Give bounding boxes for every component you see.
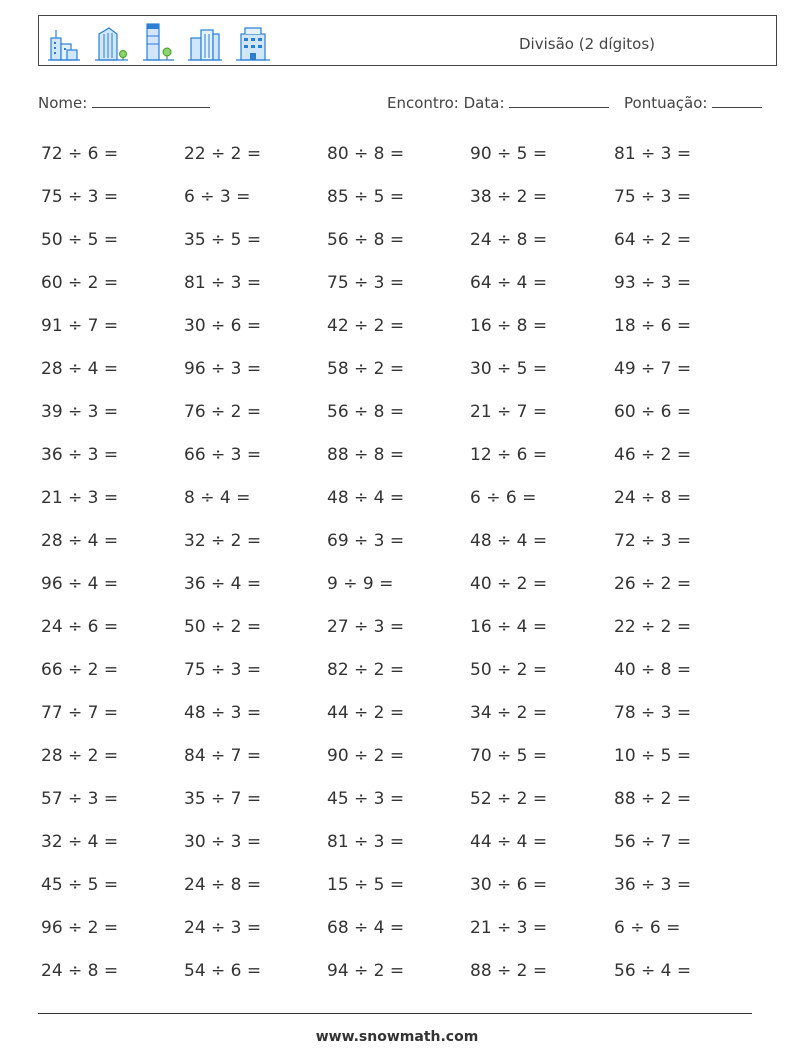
name-label: Nome: [38, 94, 88, 112]
skyscraper-tree-icon [141, 20, 175, 64]
problem-item: 88 ÷ 2 = [470, 961, 548, 981]
problem-item: 36 ÷ 3 = [614, 875, 692, 895]
problem-item: 40 ÷ 2 = [470, 574, 548, 594]
problem-item: 32 ÷ 2 = [184, 531, 262, 551]
date-field [387, 93, 609, 112]
problem-item: 24 ÷ 8 = [614, 488, 692, 508]
problem-item: 60 ÷ 6 = [614, 402, 692, 422]
problem-item: 66 ÷ 2 = [41, 660, 119, 680]
worksheet-title: Divisão (2 dígitos) [519, 35, 655, 53]
footer-site: www.snowmath.com [315, 1029, 479, 1045]
problem-item: 91 ÷ 7 = [41, 316, 119, 336]
problem-item: 80 ÷ 8 = [327, 144, 405, 164]
problem-item: 84 ÷ 7 = [184, 746, 262, 766]
problem-item: 30 ÷ 5 = [470, 359, 548, 379]
problem-item: 32 ÷ 4 = [41, 832, 119, 852]
problem-item: 30 ÷ 6 = [470, 875, 548, 895]
problem-item: 64 ÷ 4 = [470, 273, 548, 293]
problem-item: 75 ÷ 3 = [614, 187, 692, 207]
problem-item: 60 ÷ 2 = [41, 273, 119, 293]
apartment-block-icon [235, 24, 271, 64]
problem-item: 16 ÷ 8 = [470, 316, 548, 336]
problem-item: 35 ÷ 5 = [184, 230, 262, 250]
problem-item: 39 ÷ 3 = [41, 402, 119, 422]
problem-item: 21 ÷ 7 = [470, 402, 548, 422]
problem-item: 49 ÷ 7 = [614, 359, 692, 379]
problem-item: 6 ÷ 6 = [614, 918, 681, 938]
problem-item: 52 ÷ 2 = [470, 789, 548, 809]
problem-item: 44 ÷ 4 = [470, 832, 548, 852]
problem-item: 69 ÷ 3 = [327, 531, 405, 551]
problem-item: 21 ÷ 3 = [41, 488, 119, 508]
problem-item: 96 ÷ 3 = [184, 359, 262, 379]
problem-item: 24 ÷ 8 = [470, 230, 548, 250]
problem-item: 6 ÷ 6 = [470, 488, 537, 508]
problem-item: 42 ÷ 2 = [327, 316, 405, 336]
problem-item: 57 ÷ 3 = [41, 789, 119, 809]
problem-item: 15 ÷ 5 = [327, 875, 405, 895]
problem-item: 56 ÷ 8 = [327, 230, 405, 250]
problem-item: 12 ÷ 6 = [470, 445, 548, 465]
problem-item: 85 ÷ 5 = [327, 187, 405, 207]
score-field [624, 93, 762, 112]
problem-item: 8 ÷ 4 = [184, 488, 251, 508]
problem-item: 9 ÷ 9 = [327, 574, 394, 594]
problem-item: 48 ÷ 4 = [470, 531, 548, 551]
problem-item: 36 ÷ 3 = [41, 445, 119, 465]
problem-item: 56 ÷ 4 = [614, 961, 692, 981]
name-blank[interactable] [92, 93, 210, 108]
problem-item: 81 ÷ 3 = [614, 144, 692, 164]
problem-item: 6 ÷ 3 = [184, 187, 251, 207]
problem-item: 77 ÷ 7 = [41, 703, 119, 723]
problem-item: 28 ÷ 4 = [41, 359, 119, 379]
office-towers-icon [187, 24, 223, 64]
problem-item: 45 ÷ 3 = [327, 789, 405, 809]
problem-item: 68 ÷ 4 = [327, 918, 405, 938]
problem-item: 30 ÷ 6 = [184, 316, 262, 336]
problem-item: 72 ÷ 6 = [41, 144, 119, 164]
problem-item: 56 ÷ 7 = [614, 832, 692, 852]
problem-item: 38 ÷ 2 = [470, 187, 548, 207]
problem-item: 10 ÷ 5 = [614, 746, 692, 766]
name-field [38, 93, 210, 112]
problem-item: 56 ÷ 8 = [327, 402, 405, 422]
problem-item: 30 ÷ 3 = [184, 832, 262, 852]
problem-item: 75 ÷ 3 = [184, 660, 262, 680]
problem-item: 66 ÷ 3 = [184, 445, 262, 465]
problem-item: 26 ÷ 2 = [614, 574, 692, 594]
problem-item: 94 ÷ 2 = [327, 961, 405, 981]
problem-item: 18 ÷ 6 = [614, 316, 692, 336]
problem-item: 96 ÷ 4 = [41, 574, 119, 594]
problem-item: 50 ÷ 2 = [184, 617, 262, 637]
header-icons [47, 20, 271, 64]
problem-item: 76 ÷ 2 = [184, 402, 262, 422]
problem-item: 70 ÷ 5 = [470, 746, 548, 766]
problem-item: 58 ÷ 2 = [327, 359, 405, 379]
problem-item: 24 ÷ 3 = [184, 918, 262, 938]
problem-item: 90 ÷ 2 = [327, 746, 405, 766]
footer-divider [38, 1013, 752, 1014]
problem-item: 48 ÷ 3 = [184, 703, 262, 723]
date-blank[interactable] [509, 93, 609, 108]
problem-item: 21 ÷ 3 = [470, 918, 548, 938]
problem-item: 48 ÷ 4 = [327, 488, 405, 508]
problem-item: 27 ÷ 3 = [327, 617, 405, 637]
problem-item: 72 ÷ 3 = [614, 531, 692, 551]
header-box [38, 15, 777, 66]
problem-item: 36 ÷ 4 = [184, 574, 262, 594]
problem-item: 16 ÷ 4 = [470, 617, 548, 637]
problem-item: 44 ÷ 2 = [327, 703, 405, 723]
problem-item: 24 ÷ 8 = [41, 961, 119, 981]
score-label: Pontuação: [624, 94, 708, 112]
problem-item: 64 ÷ 2 = [614, 230, 692, 250]
problem-item: 78 ÷ 3 = [614, 703, 692, 723]
problem-item: 93 ÷ 3 = [614, 273, 692, 293]
building-icon [47, 24, 81, 64]
problem-item: 96 ÷ 2 = [41, 918, 119, 938]
problem-item: 88 ÷ 8 = [327, 445, 405, 465]
problem-item: 22 ÷ 2 = [184, 144, 262, 164]
problem-item: 24 ÷ 8 = [184, 875, 262, 895]
tower-icon [93, 24, 129, 64]
date-label: Encontro: Data: [387, 94, 505, 112]
problem-item: 50 ÷ 2 = [470, 660, 548, 680]
problem-item: 54 ÷ 6 = [184, 961, 262, 981]
problem-item: 34 ÷ 2 = [470, 703, 548, 723]
score-blank[interactable] [712, 93, 762, 108]
problem-item: 40 ÷ 8 = [614, 660, 692, 680]
problem-item: 35 ÷ 7 = [184, 789, 262, 809]
problem-item: 45 ÷ 5 = [41, 875, 119, 895]
problem-item: 46 ÷ 2 = [614, 445, 692, 465]
problem-item: 81 ÷ 3 = [327, 832, 405, 852]
problem-item: 28 ÷ 4 = [41, 531, 119, 551]
problem-item: 88 ÷ 2 = [614, 789, 692, 809]
problem-item: 81 ÷ 3 = [184, 273, 262, 293]
problem-item: 75 ÷ 3 = [327, 273, 405, 293]
problem-item: 50 ÷ 5 = [41, 230, 119, 250]
problem-item: 75 ÷ 3 = [41, 187, 119, 207]
problem-item: 90 ÷ 5 = [470, 144, 548, 164]
problem-item: 82 ÷ 2 = [327, 660, 405, 680]
problem-item: 22 ÷ 2 = [614, 617, 692, 637]
problem-item: 28 ÷ 2 = [41, 746, 119, 766]
problem-item: 24 ÷ 6 = [41, 617, 119, 637]
